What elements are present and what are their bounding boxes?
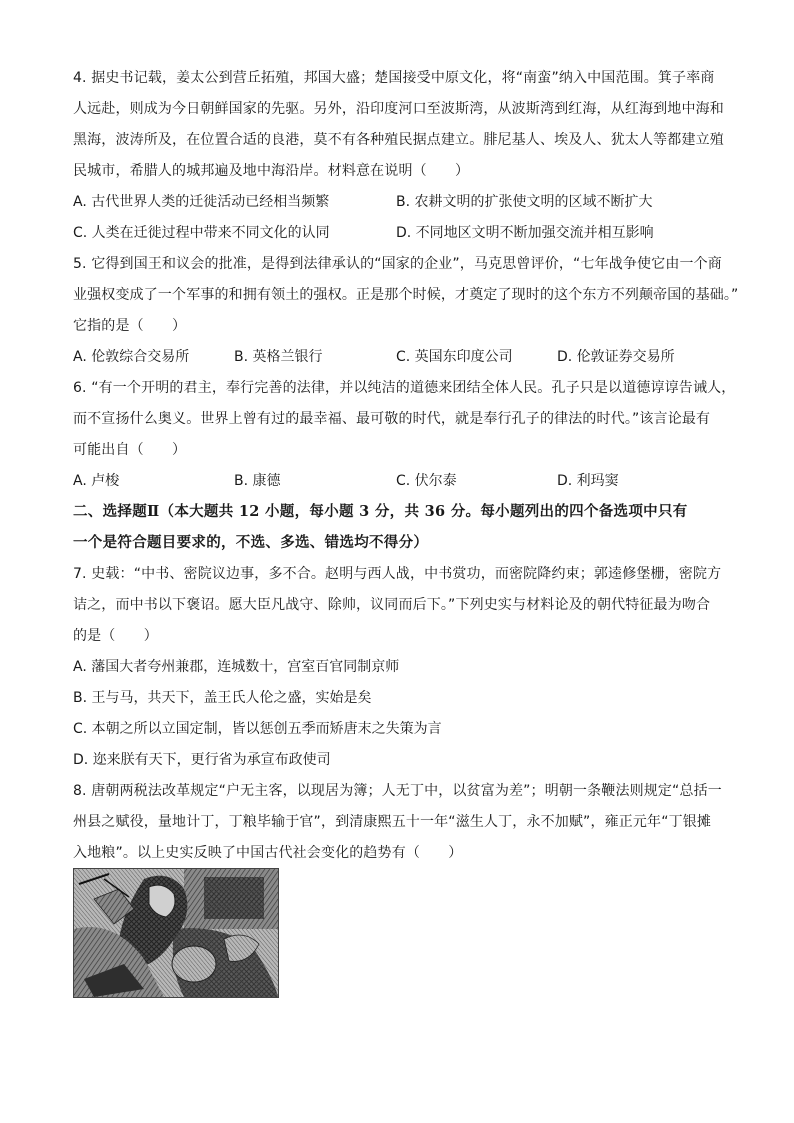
- q4-line-3: 黑海，波涛所及，在位置合适的良港，莫不有各种殖民据点建立。腓尼基人、埃及人、犹太人等都建立殖: [73, 132, 724, 148]
- q6-line-1: 6. “有一个开明的君主，奉行完善的法律，并以纯洁的道德来团结全体人民。孔子只是以道德谆谆告诫人，: [73, 380, 736, 396]
- q4-line-2: 人远赴，则成为今日朝鲜国家的先驱。另外，沿印度河口至波斯湾，从波斯湾到红海，从红海到地中海和: [73, 101, 724, 117]
- q4-option-c: C. 人类在迁徙过程中带来不同文化的认同: [73, 225, 330, 241]
- q6-line-2: 而不宣扬什么奥义。世界上曾有过的最幸福、最可敬的时代，就是奉行孔子的律法的时代。”该言论最有: [73, 411, 711, 427]
- q5-line-1: 5. 它得到国王和议会的批准，是得到法律承认的“国家的企业”，马克思曾评价，“七年战争使它由一个商: [73, 256, 722, 272]
- q7-option-d: D. 迩来朕有天下，更行省为承宣布政使司: [73, 752, 331, 768]
- q5-option-b: B. 英格兰银行: [234, 349, 323, 365]
- q7-line-2: 诘之，而中书以下褒诏。愿大臣凡战守、除帅，议同而后下。”下列史实与材料论及的朝代特征最为吻合: [73, 597, 711, 613]
- q6-option-b: B. 康德: [234, 473, 281, 489]
- q5-option-a: A. 伦敦综合交易所: [73, 349, 190, 365]
- q8-line-2: 州县之赋役，量地计丁，丁粮毕输于官”，到清康熙五十一年“滋生人丁，永不加赋”，雍正元年“丁银摊: [73, 814, 712, 830]
- q7-line-3: 的是（ ）: [73, 628, 158, 644]
- q7-line-1: 7. 史载：“中书、密院议边事，多不合。赵明与西人战，中书赏功，而密院降约束；郭逵修堡栅，密院方: [73, 566, 722, 582]
- engraving-illustration: [73, 868, 279, 998]
- q7-option-c: C. 本朝之所以立国定制，皆以惩创五季而矫唐末之失策为言: [73, 721, 442, 737]
- q5-option-c: C. 英国东印度公司: [396, 349, 513, 365]
- q6-option-a: A. 卢梭: [73, 473, 120, 489]
- q8-line-1: 8. 唐朝两税法改革规定“户无主客，以现居为簿；人无丁中，以贫富为差”；明朝一条鞭法则规定“总括一: [73, 783, 722, 799]
- section-2-heading-line-1: 二、选择题Ⅱ（本大题共 12 小题，每小题 3 分，共 36 分。每小题列出的四个备选项中只有: [73, 503, 688, 520]
- q4-line-1: 4. 据史书记载，姜太公到营丘拓殖，邦国大盛；楚国接受中原文化，将“南蛮”纳入中国范围。箕子率商: [73, 70, 715, 86]
- q7-option-b: B. 王与马，共天下，盖王氏人伦之盛，实始是矣: [73, 690, 372, 706]
- q6-option-c: C. 伏尔泰: [396, 473, 457, 489]
- q7-option-a: A. 藩国大者夸州兼郡，连城数十，宫室百官同制京师: [73, 659, 400, 675]
- q6-option-d: D. 利玛窦: [557, 473, 619, 489]
- q8-line-3: 入地粮”。以上史实反映了中国古代社会变化的趋势有（ ）: [73, 845, 463, 861]
- q4-option-a: A. 古代世界人类的迁徙活动已经相当频繁: [73, 194, 330, 210]
- q5-line-2: 业强权变成了一个军事的和拥有领土的强权。正是那个时候，才奠定了现时的这个东方不列颠帝国的基础。”: [73, 287, 739, 303]
- engraving-drawing: [74, 869, 278, 997]
- q6-line-3: 可能出自（ ）: [73, 442, 187, 458]
- q4-line-4: 民城市，希腊人的城邦遍及地中海沿岸。材料意在说明（ ）: [73, 163, 470, 179]
- q5-option-d: D. 伦敦证券交易所: [557, 349, 675, 365]
- q5-line-3: 它指的是（ ）: [73, 318, 187, 334]
- section-2-heading-line-2: 一个是符合题目要求的，不选、多选、错选均不得分）: [73, 534, 429, 551]
- q4-option-b: B. 农耕文明的扩张使文明的区域不断扩大: [396, 194, 653, 210]
- q4-option-d: D. 不同地区文明不断加强交流并相互影响: [396, 225, 654, 241]
